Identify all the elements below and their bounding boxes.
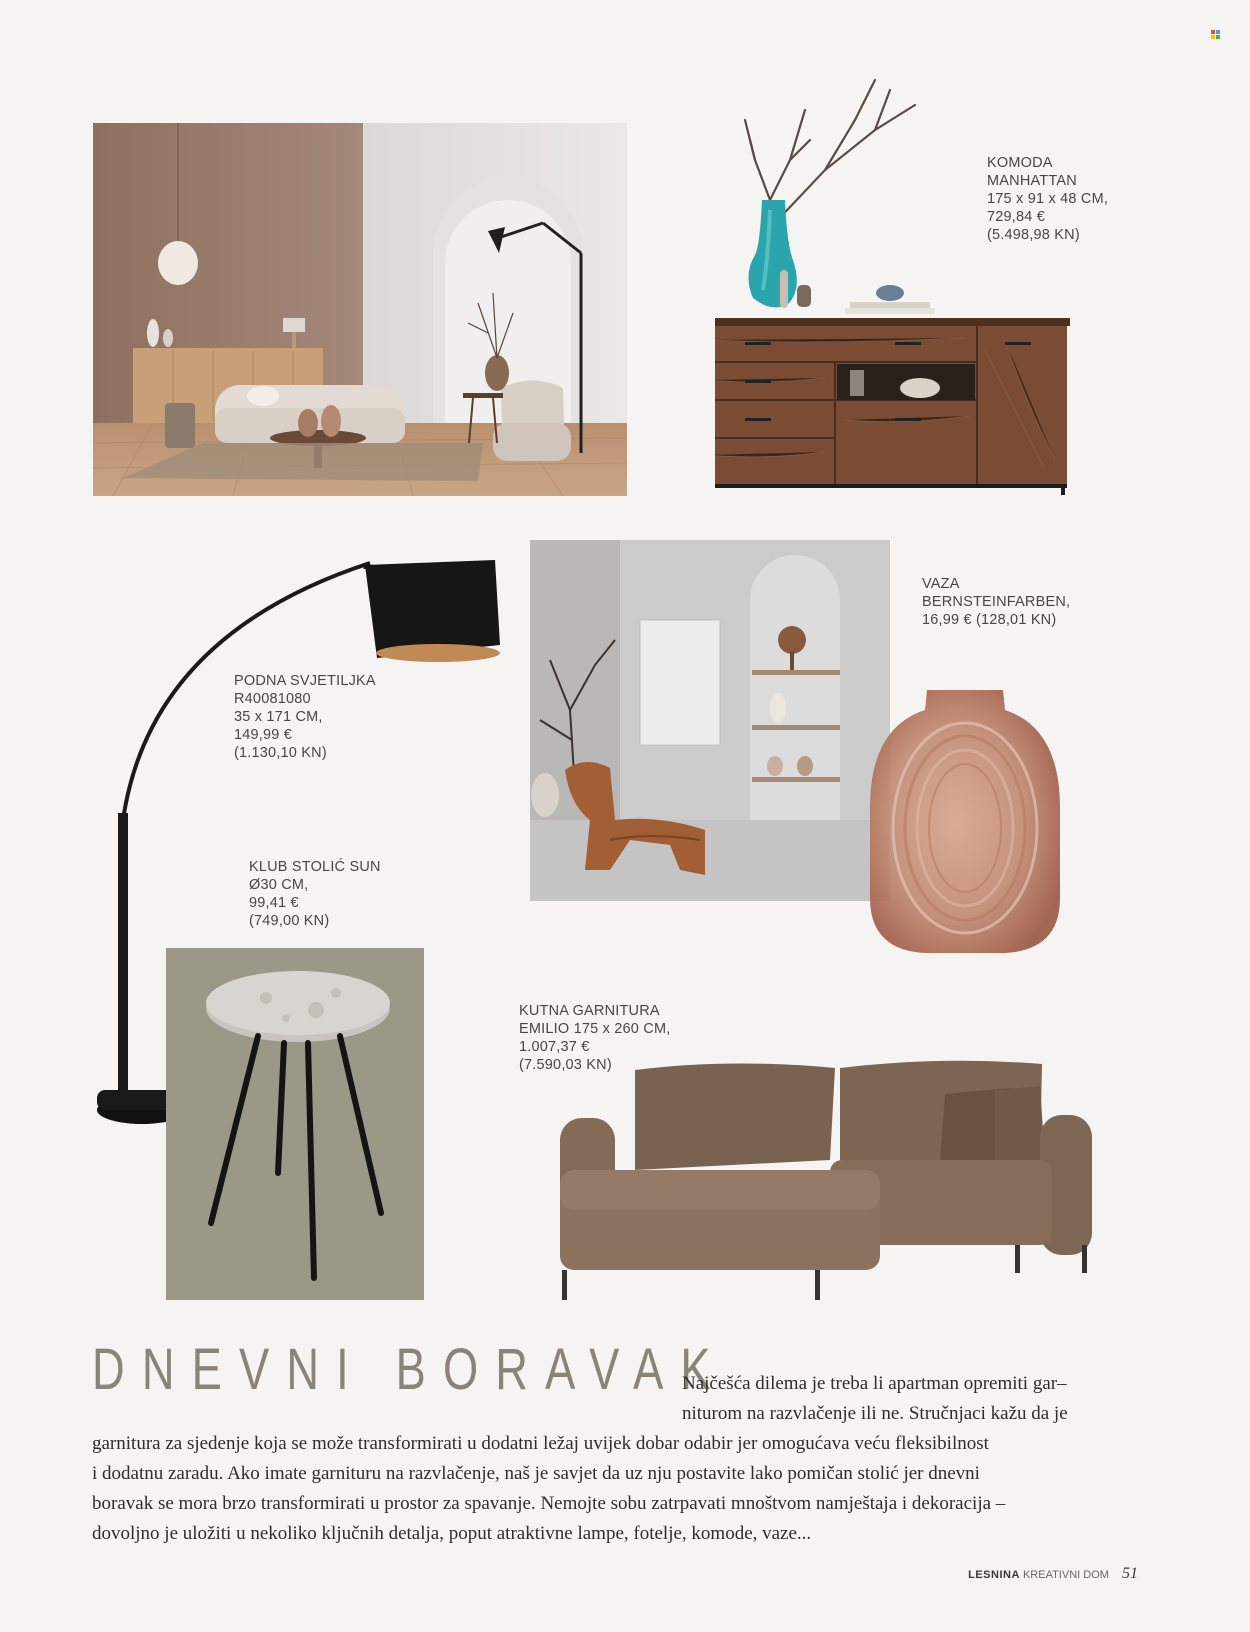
caption-line: 729,84 € xyxy=(987,209,1046,225)
body-line: i dodatnu zaradu. Ako imate garnituru na razvlačenje, naš je savjet da uz nju postavite lako pomičan stolić jer dnevni xyxy=(92,1463,980,1484)
caption-line: BERNSTEINFARBEN, xyxy=(922,594,1071,610)
caption-line: VAZA xyxy=(922,576,960,592)
caption-line: MANHATTAN xyxy=(987,173,1077,189)
caption-line: 149,99 € xyxy=(234,727,293,743)
caption-line: KLUB STOLIĆ SUN xyxy=(249,859,381,875)
caption-line: EMILIO 175 x 260 CM, xyxy=(519,1021,671,1037)
page-number: 51 xyxy=(1122,1565,1138,1582)
magazine-name: KREATIVNI DOM xyxy=(1022,1569,1109,1581)
caption-line: 16,99 € (128,01 KN) xyxy=(922,612,1057,628)
caption-line: (5.498,98 KN) xyxy=(987,227,1080,243)
body-line: dovoljno je uložiti u nekoliko ključnih detalja, poput atraktivne lampe, fotelje, komode, vaze... xyxy=(92,1523,812,1544)
caption-line: 175 x 91 x 48 CM, xyxy=(987,191,1109,207)
page-title: DNEVNI BORAVAK xyxy=(92,1337,728,1402)
caption-line: (1.130,10 KN) xyxy=(234,745,327,761)
caption-line: KOMODA xyxy=(987,155,1053,171)
body-line: Najčešća dilema je treba li apartman opremiti gar– xyxy=(682,1373,1067,1394)
caption-line: KUTNA GARNITURA xyxy=(519,1003,660,1019)
sideboard-product xyxy=(715,50,1115,495)
caption-line: 35 x 171 CM, xyxy=(234,709,323,725)
color-mark-icon xyxy=(1211,30,1220,39)
living-room-photo xyxy=(93,123,627,496)
caption-line: (7.590,03 KN) xyxy=(519,1057,612,1073)
caption-line: Ø30 CM, xyxy=(249,877,309,893)
arch-room-photo xyxy=(530,540,890,901)
caption-vaza xyxy=(922,575,1070,629)
caption-komoda xyxy=(987,154,1108,244)
caption-line: 99,41 € xyxy=(249,895,299,911)
brand-name: LESNINA xyxy=(968,1569,1020,1581)
corner-sofa-product xyxy=(540,1050,1110,1305)
caption-line: 1.007,37 € xyxy=(519,1039,590,1055)
amber-vase-product xyxy=(865,688,1065,958)
body-line: niturom na razvlačenje ili ne. Stručnjaci kažu da je xyxy=(682,1403,1068,1424)
page-footer xyxy=(968,1565,1138,1583)
caption-stolic xyxy=(249,858,381,930)
caption-svjetiljka xyxy=(234,672,376,762)
caption-line: (749,00 KN) xyxy=(249,913,330,929)
side-table-product xyxy=(166,948,424,1300)
body-line: boravak se mora brzo transformirati u prostor za spavanje. Nemojte sobu zatrpavati mnoštvom namještaja i dekoracija – xyxy=(92,1493,1006,1514)
body-line: garnitura za sjedenje koja se može transformirati u dodatni ležaj uvijek dobar odabir jer omogućava veću fleksibilnost xyxy=(92,1433,989,1454)
caption-line: R40081080 xyxy=(234,691,311,707)
caption-line: PODNA SVJETILJKA xyxy=(234,673,376,689)
